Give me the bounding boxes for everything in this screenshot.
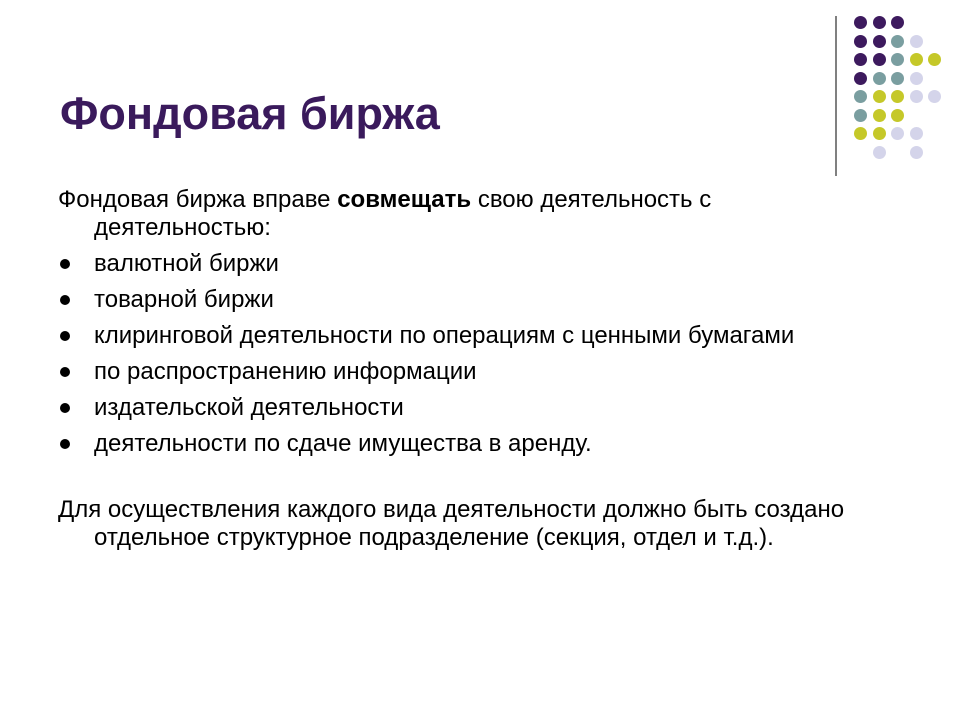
list-item-text: деятельности по сдаче имущества в аренду. (94, 430, 592, 457)
decorative-dot (854, 90, 867, 103)
decorative-dot (854, 109, 867, 122)
decorative-dot (873, 146, 886, 159)
list-item-text: валютной биржи (94, 250, 279, 277)
decorative-dot-grid (850, 12, 950, 162)
decorative-dot (854, 72, 867, 85)
decorative-dot (873, 16, 886, 29)
bullet-icon (60, 367, 70, 377)
decorative-dot (854, 35, 867, 48)
bullet-icon (60, 439, 70, 449)
decorative-dot (854, 16, 867, 29)
list-item (58, 394, 858, 422)
slide-body (58, 186, 858, 552)
decorative-dot (910, 53, 923, 66)
decorative-dot (891, 72, 904, 85)
decorative-dot (854, 53, 867, 66)
decorative-dot (873, 127, 886, 140)
list-item-text: товарной биржи (94, 286, 274, 313)
outro-paragraph: Для осуществления каждого вида деятельности должно быть создано отдельное структурное подразделение (секция, отдел и т.д.). (58, 496, 845, 551)
list-item (58, 358, 858, 386)
intro-emphasis: совмещать (337, 186, 472, 213)
bullet-icon (60, 259, 70, 269)
list-item (58, 322, 858, 350)
bullet-icon (60, 403, 70, 413)
decorative-dot (928, 90, 941, 103)
intro-paragraph (58, 186, 858, 242)
decorative-dot (910, 35, 923, 48)
decorative-dot (891, 109, 904, 122)
slide-title: Фондовая биржа (60, 88, 440, 139)
list-item (58, 250, 858, 278)
decorative-dot (873, 35, 886, 48)
list-item-text: клиринговой деятельности по операциям с ценными бумагами (94, 322, 795, 349)
decorative-dot (891, 16, 904, 29)
decorative-dot (891, 127, 904, 140)
intro-text-end: свою деятельность с деятельностью: (94, 186, 712, 241)
decorative-dot (910, 127, 923, 140)
decorative-dot (873, 72, 886, 85)
decorative-dot (891, 35, 904, 48)
decorative-dot (873, 109, 886, 122)
title-divider-line (835, 16, 837, 176)
intro-text-start: Фондовая биржа вправе (58, 186, 338, 213)
decorative-dot (873, 90, 886, 103)
decorative-dot (873, 53, 886, 66)
list-item-text: издательской деятельности (94, 394, 404, 421)
decorative-dot (854, 127, 867, 140)
list-item (58, 430, 858, 458)
decorative-dot (891, 53, 904, 66)
activity-list (58, 250, 858, 458)
list-item (58, 286, 858, 314)
bullet-icon (60, 295, 70, 305)
decorative-dot (928, 53, 941, 66)
decorative-dot (910, 72, 923, 85)
decorative-dot (910, 90, 923, 103)
list-item-text: по распространению информации (94, 358, 477, 385)
decorative-dot (891, 90, 904, 103)
bullet-icon (60, 331, 70, 341)
decorative-dot (910, 146, 923, 159)
